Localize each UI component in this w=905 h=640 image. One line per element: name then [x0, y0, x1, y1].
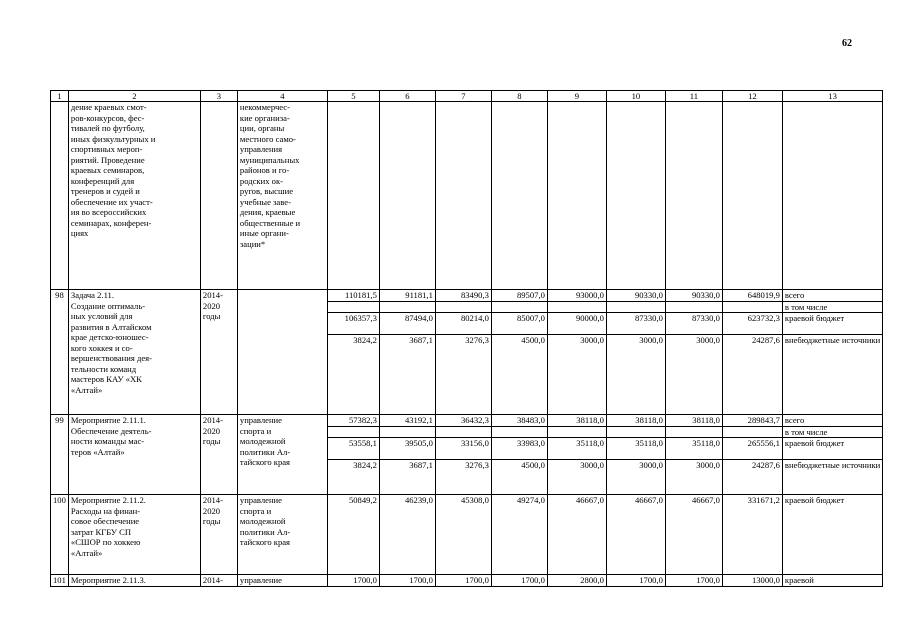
value: 46667,0: [634, 495, 663, 505]
value-cell: [379, 575, 435, 587]
value: 13000,0: [751, 575, 780, 585]
value: 3824,2: [353, 460, 377, 470]
value: 24287,6: [751, 460, 780, 470]
value: 3687,1: [409, 335, 433, 345]
value: 39505,0: [380, 438, 435, 460]
value: 3000,0: [580, 460, 604, 470]
value: 80214,0: [436, 313, 491, 335]
value-cell: [379, 495, 435, 575]
value: 1700,0: [521, 575, 545, 585]
value: 85007,0: [492, 313, 547, 335]
value: 36432,3: [436, 415, 491, 427]
value: 53558,1: [328, 438, 379, 460]
row-years: 2014- 2020 годы: [200, 495, 237, 575]
value-cell: [547, 575, 606, 587]
value-cell: [327, 290, 379, 415]
row-name: Мероприятие 2.11.2. Расходы на финан- совое обеспечение затрат КГБУ СП «СШОР по хоккею «Алтай»: [68, 495, 200, 575]
value: [328, 427, 379, 439]
row-number: 98: [51, 290, 69, 415]
value-cell: [379, 415, 435, 495]
value: 1700,0: [465, 575, 489, 585]
value: 57382,3: [328, 415, 379, 427]
value-cell: [547, 290, 606, 415]
value: 46667,0: [691, 495, 720, 505]
value: 46239,0: [404, 495, 433, 505]
column-number: 10: [606, 91, 665, 102]
value: 1700,0: [409, 575, 433, 585]
value: 1700,0: [696, 575, 720, 585]
column-number: 12: [722, 91, 782, 102]
value: [380, 427, 435, 439]
row-name: Мероприятие 2.11.1. Обеспечение деятель- ности команды мас- теров «Алтай»: [68, 415, 200, 495]
value: 90330,0: [666, 290, 722, 302]
executor-description: некоммерчес- кие организа- ции, органы местного само- управления муниципальных районов и го- родских ок- ругов, высшие учебные заве- дения, краевые общественные и иные органи- зации*: [237, 102, 327, 290]
table-row: [51, 415, 883, 495]
value-cell: [491, 415, 547, 495]
value: [492, 302, 547, 314]
value-cell: [547, 495, 606, 575]
column-number: 1: [51, 91, 69, 102]
value-cell: [491, 290, 547, 415]
value-cell: [606, 495, 665, 575]
row-executor: управление спорта и молодежной политики Ал- тайского края: [237, 495, 327, 575]
value: [666, 427, 722, 439]
value: [548, 427, 606, 439]
column-number: 11: [665, 91, 722, 102]
value: 1700,0: [639, 575, 663, 585]
value: 83490,3: [436, 290, 491, 302]
table-row: [51, 290, 883, 415]
value: 38118,0: [666, 415, 722, 427]
value: 3000,0: [639, 335, 663, 345]
value: 3000,0: [696, 460, 720, 470]
value: 4500,0: [521, 335, 545, 345]
value: 33156,0: [436, 438, 491, 460]
row-executor: управление: [237, 575, 327, 587]
value-cell: [722, 495, 782, 575]
column-number: 9: [547, 91, 606, 102]
continuation-row: [51, 102, 883, 290]
column-number: 2: [68, 91, 200, 102]
value: 648019,9: [723, 290, 782, 302]
value: 265556,1: [723, 438, 782, 460]
funding-source: всего: [783, 290, 882, 302]
value: 38483,0: [492, 415, 547, 427]
value: 91181,1: [380, 290, 435, 302]
column-number: 13: [782, 91, 882, 102]
value-cell: [379, 290, 435, 415]
value-cell: [722, 290, 782, 415]
value: [723, 302, 782, 314]
row-years: 2014-: [200, 575, 237, 587]
funding-source-cell: [782, 495, 882, 575]
funding-source-cell: [782, 575, 882, 587]
value: 3824,2: [353, 335, 377, 345]
value: 35118,0: [548, 438, 606, 460]
value: 623732,3: [723, 313, 782, 335]
funding-source: в том числе: [783, 302, 882, 314]
column-number: 7: [435, 91, 491, 102]
value: 3687,1: [409, 460, 433, 470]
value-cell: [606, 575, 665, 587]
funding-source-cell: [782, 415, 882, 495]
value: [380, 302, 435, 314]
value: 24287,6: [751, 335, 780, 345]
value: 87494,0: [380, 313, 435, 335]
row-name: Задача 2.11. Создание оптималь- ных условий для развития в Алтайском крае детско-юношес- кого хоккея и со- вершенствования дея- тельности команд мастеров КАУ «ХК «Алтай»: [68, 290, 200, 415]
value-cell: [606, 415, 665, 495]
value-cell: [327, 415, 379, 495]
value: 45308,0: [460, 495, 489, 505]
funding-source: внебюджетные источники: [784, 335, 881, 345]
value: 38118,0: [548, 415, 606, 427]
value: 110181,5: [328, 290, 379, 302]
column-number-row: [51, 91, 883, 102]
value-cell: [435, 415, 491, 495]
value-cell: [435, 495, 491, 575]
value: 331671,2: [747, 495, 780, 505]
value: 46667,0: [575, 495, 604, 505]
row-number: 100: [51, 495, 69, 575]
funding-source: краевой бюджет: [783, 313, 882, 335]
value: [548, 302, 606, 314]
value: 33983,0: [492, 438, 547, 460]
funding-source: в том числе: [783, 427, 882, 439]
value: 87330,0: [607, 313, 665, 335]
value: 35118,0: [666, 438, 722, 460]
value: 49274,0: [516, 495, 545, 505]
value-cell: [327, 575, 379, 587]
value-cell: [722, 415, 782, 495]
value: 4500,0: [521, 460, 545, 470]
value: [607, 302, 665, 314]
value: [607, 427, 665, 439]
funding-source: внебюджетные источники: [784, 460, 881, 470]
row-name: Мероприятие 2.11.3.: [68, 575, 200, 587]
table-row: [51, 495, 883, 575]
value: 106357,3: [328, 313, 379, 335]
page-number: 62: [842, 38, 852, 49]
value-cell: [435, 290, 491, 415]
value: 89507,0: [492, 290, 547, 302]
value: 2800,0: [580, 575, 604, 585]
value: 93000,0: [548, 290, 606, 302]
value: 3276,3: [465, 460, 489, 470]
value: 43192,1: [380, 415, 435, 427]
row-years: 2014- 2020 годы: [200, 290, 237, 415]
column-number: 4: [237, 91, 327, 102]
funding-source: краевой бюджет: [784, 495, 845, 505]
funding-source: всего: [783, 415, 882, 427]
value: 50849,2: [348, 495, 377, 505]
value: [666, 302, 722, 314]
value-cell: [491, 575, 547, 587]
value: 3000,0: [696, 335, 720, 345]
program-table: [50, 90, 883, 587]
value: [436, 427, 491, 439]
value: [328, 302, 379, 314]
value: 90330,0: [607, 290, 665, 302]
value: 90000,0: [548, 313, 606, 335]
value-cell: [547, 415, 606, 495]
value: 3000,0: [639, 460, 663, 470]
value-cell: [665, 495, 722, 575]
value: 289843,7: [723, 415, 782, 427]
table-row: [51, 575, 883, 587]
row-number: 99: [51, 415, 69, 495]
value: [492, 427, 547, 439]
value: 35118,0: [607, 438, 665, 460]
value: 87330,0: [666, 313, 722, 335]
column-number: 3: [200, 91, 237, 102]
row-number: 101: [51, 575, 69, 587]
column-number: 6: [379, 91, 435, 102]
funding-source-cell: [782, 290, 882, 415]
value-cell: [722, 575, 782, 587]
activity-description: дение краевых смот- ров-конкурсов, фес- тивалей по футболу, иных физкультурных и спортивных мероп- риятий. Проведение краевых семинаров, конференций для тренеров и судей и обеспечение их участ- ия во всероссийских семинарах, конферен- циях: [68, 102, 200, 290]
row-years: 2014- 2020 годы: [200, 415, 237, 495]
value: [436, 302, 491, 314]
column-number: 8: [491, 91, 547, 102]
value: [723, 427, 782, 439]
value: 3000,0: [580, 335, 604, 345]
column-number: 5: [327, 91, 379, 102]
funding-source: краевой: [784, 575, 814, 585]
row-executor: управление спорта и молодежной политики Ал- тайского края: [237, 415, 327, 495]
value-cell: [327, 495, 379, 575]
value-cell: [606, 290, 665, 415]
row-executor: [237, 290, 327, 415]
value: 38118,0: [607, 415, 665, 427]
value-cell: [435, 575, 491, 587]
funding-source: краевой бюджет: [783, 438, 882, 460]
value-cell: [665, 290, 722, 415]
value: 1700,0: [353, 575, 377, 585]
value-cell: [665, 575, 722, 587]
value-cell: [665, 415, 722, 495]
value: 3276,3: [465, 335, 489, 345]
value-cell: [491, 495, 547, 575]
